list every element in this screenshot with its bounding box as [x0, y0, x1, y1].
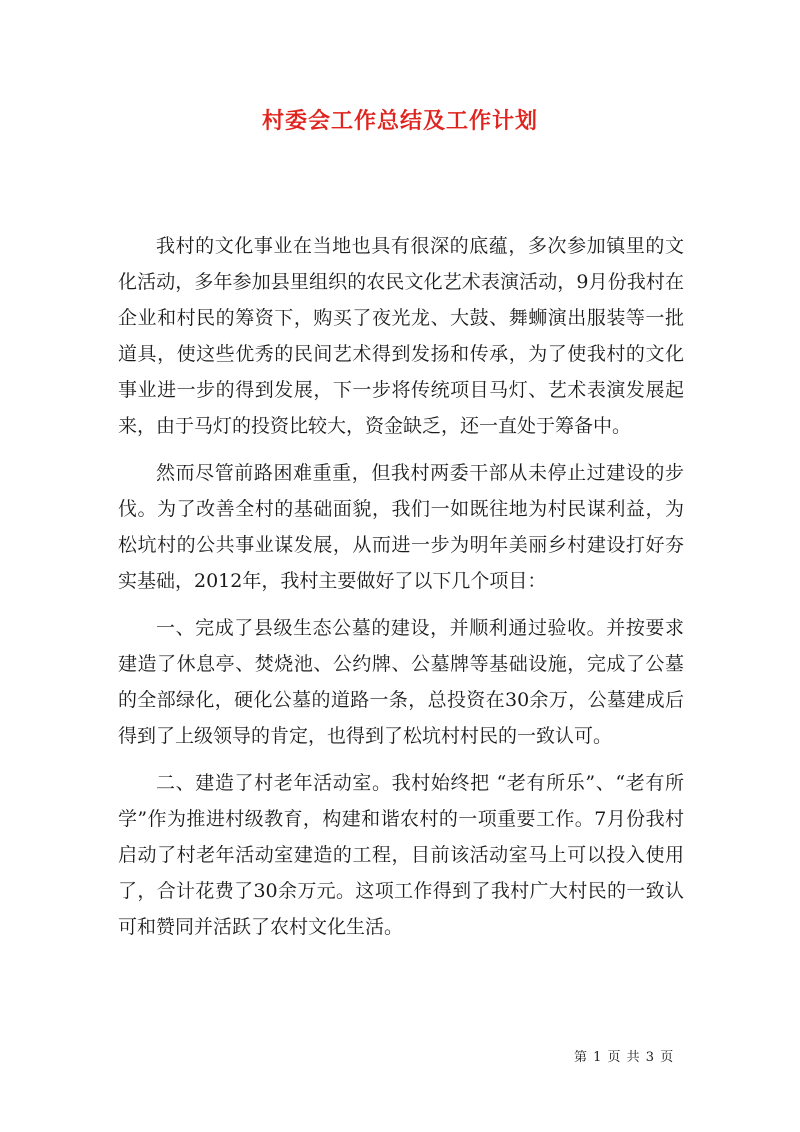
- paragraph-elderly-activity-room: 二、建造了村老年活动室。我村始终把 “老有所乐”、“老有所学”作为推进村级教育，构建和谐农村的一项重要工作。7月份我村启动了村老年活动室建造的工程，目前该活动室马上可以投入使用了，合计花费了30余万元。这项工作得到了我村广大村民的一致认可和赞同并活跃了农村文化生活。: [118, 772, 684, 938]
- document-body: [118, 228, 684, 945]
- paragraph-construction-intro: 然而尽管前路困难重重，但我村两委干部从未停止过建设的步伐。为了改善全村的基础面貌，我们一如既往地为村民谋利益，为松坑村的公共事业谋发展，从而进一步为明年美丽乡村建设打好夯实基础，2012年，我村主要做好了以下几个项目：: [118, 462, 684, 592]
- page-number-footer: 第 1 页 共 3 页: [574, 1050, 675, 1065]
- paragraph-cemetery-project: 一、完成了县级生态公墓的建设，并顺利通过验收。并按要求建造了休息亭、焚烧池、公约牌、公墓牌等基础设施，完成了公墓的全部绿化，硬化公墓的道路一条，总投资在30余万，公墓建成后得到了上级领导的肯定，也得到了松坑村村民的一致认可。: [118, 617, 684, 747]
- document-title: 村委会工作总结及工作计划: [261, 108, 538, 134]
- paragraph-culture: 我村的文化事业在当地也具有很深的底蕴，多次参加镇里的文化活动，多年参加县里组织的农民文化艺术表演活动，9月份我村在企业和村民的筹资下，购买了夜光龙、大鼓、舞蛳演出服装等一批道具，使这些优秀的民间艺术得到发扬和传承，为了使我村的文化事业进一步的得到发展，下一步将传统项目马灯、艺术表演发展起来，由于马灯的投资比较大，资金缺乏，还一直处于筹备中。: [118, 235, 684, 437]
